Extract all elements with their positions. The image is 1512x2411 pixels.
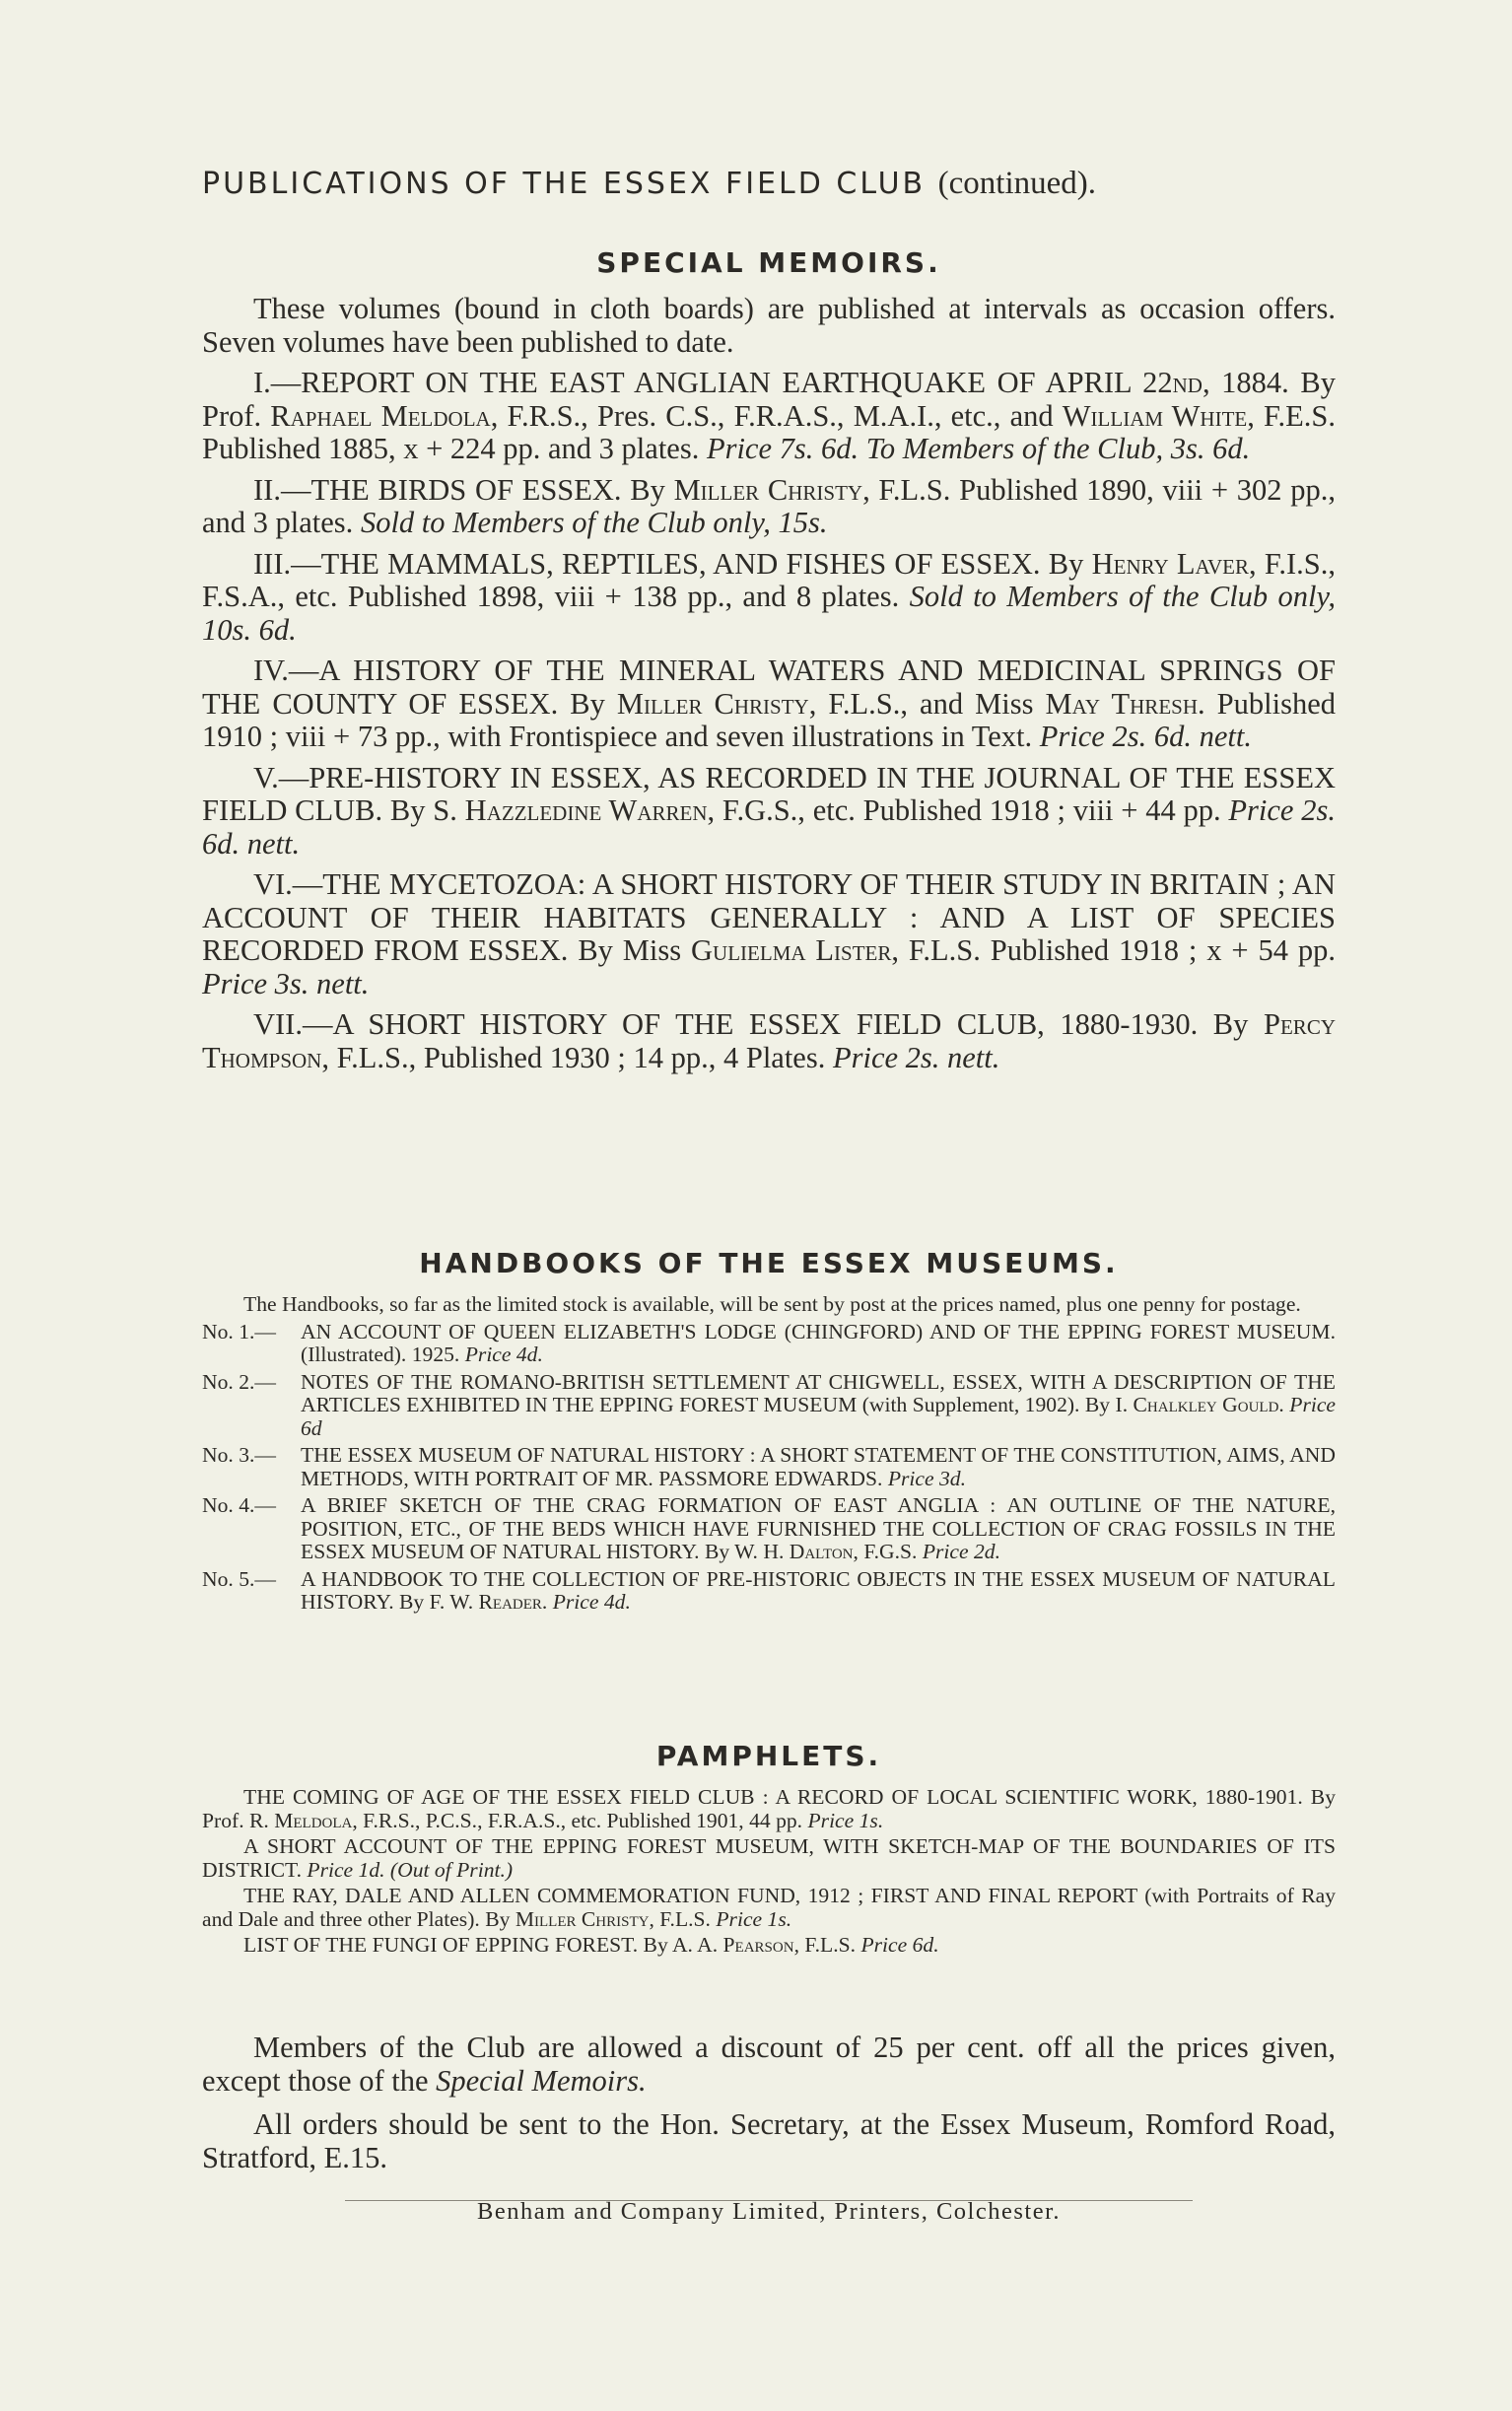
- special-memoirs-heading: SPECIAL MEMOIRS.: [596, 246, 941, 279]
- header-title: PUBLICATIONS OF THE ESSEX FIELD CLUB: [202, 167, 927, 201]
- pamphlet-2: A SHORT ACCOUNT OF THE EPPING FOREST MUSEUM, WITH SKETCH-MAP OF THE BOUNDARIES OF ITS DISTRICT. Price 1d. (Out of Print.): [202, 1834, 1336, 1882]
- printer-imprint: Benham and Company Limited, Printers, Colchester.: [477, 2198, 1061, 2225]
- orders-note: All orders should be sent to the Hon. Secretary, at the Essex Museum, Romford Road, Stratford, E.15.: [202, 2107, 1336, 2174]
- discount-note: Members of the Club are allowed a discount of 25 per cent. off all the prices given, except those of the Special Memoirs.: [202, 2031, 1336, 2098]
- handbook-3: No. 3.— THE ESSEX MUSEUM OF NATURAL HISTORY : A SHORT STATEMENT OF THE CONSTITUTION, AIMS, AND METHODS, WITH PORTRAIT OF MR. PASSMORE EDWARDS. Price 3d.: [202, 1443, 1336, 1490]
- pamphlets-heading: PAMPHLETS.: [655, 1740, 882, 1772]
- special-memoirs-intro: These volumes (bound in cloth boards) are published at intervals as occasion offers. Seven volumes have been published to date.: [202, 292, 1336, 359]
- memoir-6: VI.—THE MYCETOZOA: A SHORT HISTORY OF THEIR STUDY IN BRITAIN ; AN ACCOUNT OF THEIR HABITATS GENERALLY : AND A LIST OF SPECIES RECORDED FROM ESSEX. By Miss Gulielma Lister, F.L.S. Published 1918 ; x + 54 pp. Price 3s. nett.: [202, 867, 1336, 1000]
- handbook-1: No. 1.— AN ACCOUNT OF QUEEN ELIZABETH'S LODGE (CHINGFORD) AND OF THE EPPING FOREST MUSEUM. (Illustrated). 1925. Price 4d.: [202, 1319, 1336, 1366]
- special-memoirs-section: [202, 246, 1336, 1074]
- memoir-7: VII.—A SHORT HISTORY OF THE ESSEX FIELD CLUB, 1880-1930. By Percy Thompson, F.L.S., Published 1930 ; 14 pp., 4 Plates. Price 2s. nett.: [202, 1007, 1336, 1074]
- memoir-4: IV.—A HISTORY OF THE MINERAL WATERS AND MEDICINAL SPRINGS OF THE COUNTY OF ESSEX. By Miller Christy, F.L.S., and Miss May Thresh. Published 1910 ; viii + 73 pp., with Frontispiece and seven illustrations in Text. Price 2s. 6d. nett.: [202, 654, 1336, 753]
- handbooks-heading: HANDBOOKS OF THE ESSEX MUSEUMS.: [419, 1247, 1119, 1279]
- handbook-5: No. 5.— A HANDBOOK TO THE COLLECTION OF PRE-HISTORIC OBJECTS IN THE ESSEX MUSEUM OF NATURAL HISTORY. By F. W. Reader. Price 4d.: [202, 1566, 1336, 1614]
- handbook-4: No. 4.— A BRIEF SKETCH OF THE CRAG FORMATION OF EAST ANGLIA : AN OUTLINE OF THE NATURE, POSITION, ETC., OF THE BEDS WHICH HAVE FURNISHED THE COLLECTION OF CRAG FOSSILS IN THE ESSEX MUSEUM OF NATURAL HISTORY. By W. H. Dalton, F.G.S. Price 2d.: [202, 1493, 1336, 1563]
- page-header: [202, 166, 1336, 202]
- pamphlets-section: [202, 1740, 1336, 1958]
- memoir-3: III.—THE MAMMALS, REPTILES, AND FISHES OF ESSEX. By Henry Laver, F.I.S., F.S.A., etc. Published 1898, viii + 138 pp., and 8 plates. Sold to Members of the Club only, 10s. 6d.: [202, 546, 1336, 647]
- memoir-2: II.—THE BIRDS OF ESSEX. By Miller Christy, F.L.S. Published 1890, viii + 302 pp., and 3 plates. Sold to Members of the Club only, 15s.: [202, 472, 1336, 539]
- handbooks-section: [202, 1247, 1336, 1615]
- memoir-5: V.—PRE-HISTORY IN ESSEX, AS RECORDED IN THE JOURNAL OF THE ESSEX FIELD CLUB. By S. Hazzledine Warren, F.G.S., etc. Published 1918 ; viii + 44 pp. Price 2s. 6d. nett.: [202, 760, 1336, 861]
- pamphlet-1: THE COMING OF AGE OF THE ESSEX FIELD CLUB : A RECORD OF LOCAL SCIENTIFIC WORK, 1880-1901. By Prof. R. Meldola, F.R.S., P.C.S., F.R.A.S., etc. Published 1901, 44 pp. Price 1s.: [202, 1785, 1336, 1832]
- header-continued: (continued).: [937, 166, 1097, 201]
- handbooks-intro: The Handbooks, so far as the limited stock is available, will be sent by post at the prices named, plus one penny for postage.: [243, 1292, 1301, 1316]
- handbook-2: No. 2.— NOTES OF THE ROMANO-BRITISH SETTLEMENT AT CHIGWELL, ESSEX, WITH A DESCRIPTION OF THE ARTICLES EXHIBITED IN THE EPPING FOREST MUSEUM (with Supplement, 1902). By I. Chalkley Gould. Price 6d: [202, 1369, 1337, 1440]
- memoir-1: I.—REPORT ON THE EAST ANGLIAN EARTHQUAKE OF APRIL 22nd, 1884. By Prof. Raphael Meldola, F.R.S., Pres. C.S., F.R.A.S., M.A.I., etc., and William White, F.E.S. Published 1885, x + 224 pp. and 3 plates. Price 7s. 6d. To Members of the Club, 3s. 6d.: [202, 366, 1336, 465]
- pamphlet-4: LIST OF THE FUNGI OF EPPING FOREST. By A. A. Pearson, F.L.S. Price 6d.: [243, 1933, 939, 1957]
- closing-notes: [202, 2031, 1336, 2184]
- pamphlet-3: THE RAY, DALE AND ALLEN COMMEMORATION FUND, 1912 ; FIRST AND FINAL REPORT (with Portraits of Ray and Dale and three other Plates). By Miller Christy, F.L.S. Price 1s.: [202, 1884, 1336, 1931]
